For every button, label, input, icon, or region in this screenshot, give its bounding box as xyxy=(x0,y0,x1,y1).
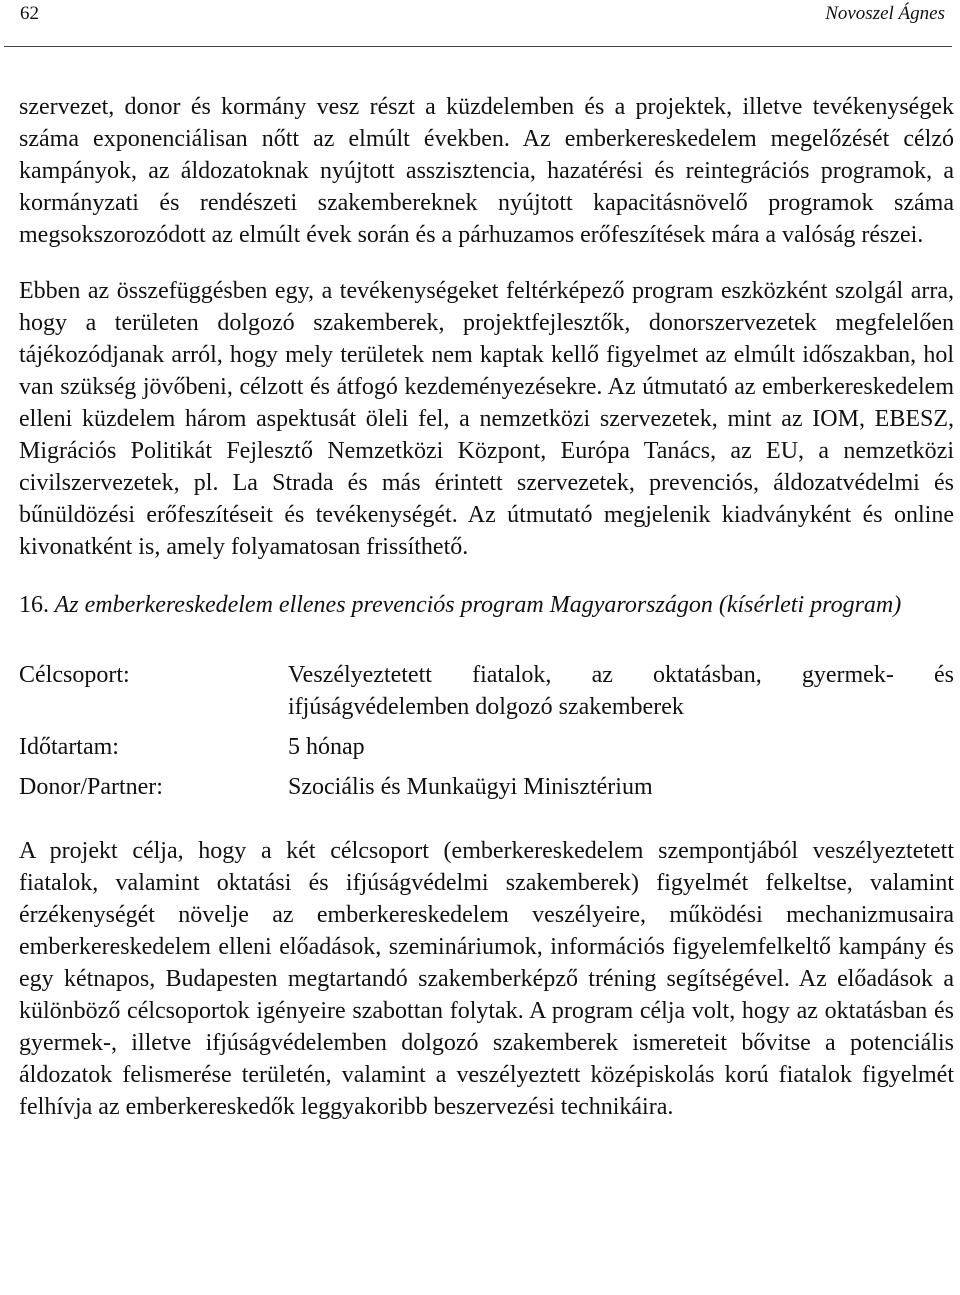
header-author: Novoszel Ágnes xyxy=(825,3,945,24)
section-title: Az emberkereskedelem ellenes prevenciós program Magyarországon (kísérleti program) xyxy=(54,592,902,618)
info-row-donor xyxy=(19,763,954,803)
info-label: Időtartam: xyxy=(19,734,119,760)
body-paragraph: Ebben az összefüggésben egy, a tevékenységeket feltérképező program eszközként szolgál arra, hogy a területen dolgozó szakemberek, projektfejlesztők, donorszervezetek megfelelően tájékozódjanak arról, hogy mely területek nem kaptak kellő figyelmet az elmúlt időszakban, hol van szükség jövőbeni, célzott és átfogó kezdeményezésekre. Az útmutató az emberkereskedelem elleni küzdelem három aspektusát öleli fel, a nemzetközi szervezetek, mint az IOM, EBESZ, Migrációs Politikát Fejlesztő Nemzetközi Központ, Európa Tanács, az EU, a nemzetközi civilszervezetek, pl. La Strada és más érintett szervezetek, prevenciós, áldozatvédelmi és bűnüldözési erőfeszítéseit és tevékenységét. Az útmutató megjelenik kiadványként és online kivonatként is, amely folyamatosan frissíthető. xyxy=(19,278,954,560)
info-value: Szociális és Munkaügyi Minisztérium xyxy=(288,774,653,800)
section-number: 16. xyxy=(19,592,49,618)
running-header xyxy=(4,0,952,47)
document-body xyxy=(19,91,954,1123)
info-label: Donor/Partner: xyxy=(19,774,163,800)
project-info-table xyxy=(19,659,954,803)
info-row-target-group xyxy=(19,659,954,723)
info-value: 5 hónap xyxy=(288,734,365,760)
page-number: 62 xyxy=(20,3,39,24)
body-paragraph: szervezet, donor és kormány vesz részt a küzdelemben és a projektek, illetve tevékenységek száma exponenciálisan nőtt az elmúlt években. Az emberkereskedelem megelőzését célzó kampányok, az áldozatoknak nyújtott asszisztencia, hazatérési és reintegrációs programok, a kormányzati és rendészeti szakembereknek nyújtott kapacitásnövelő programok száma megsokszorozódott az elmúlt évek során és a párhuzamos erőfeszítések mára a valóság részei. xyxy=(19,94,954,248)
section-heading xyxy=(19,589,954,621)
info-value: Veszélyeztetett fiatalok, az oktatásban, gyermek- és ifjúságvédelemben dolgozó szakemberek xyxy=(288,662,954,720)
info-row-duration xyxy=(19,723,954,763)
project-paragraph: A projekt célja, hogy a két célcsoport (emberkereskedelem szempontjából veszélyeztetett fiatalok, valamint oktatási és ifjúságvédelmi szakemberek) figyelmét felkeltse, valamint érzékenységét növelje az emberkereskedelem veszélyeire, működési mechanizmusaira emberkereskedelem elleni előadások, szemináriumok, információs figyelemfelkeltő kampány és egy kétnapos, Budapesten megtartandó szakemberképző tréning segítségével. Az előadások a különböző célcsoportok igényeire szabottan folytak. A program célja volt, hogy az oktatásban és gyermek-, illetve ifjúságvédelemben dolgozó szakemberek ismereteit bővitse a potenciális áldozatok felismerése területén, valamint a veszélyeztett középiskolás korú fiatalok figyelmét felhívja az emberkereskedők leggyakoribb beszervezési technikáira. xyxy=(19,838,954,1120)
info-label: Célcsoport: xyxy=(19,662,130,688)
